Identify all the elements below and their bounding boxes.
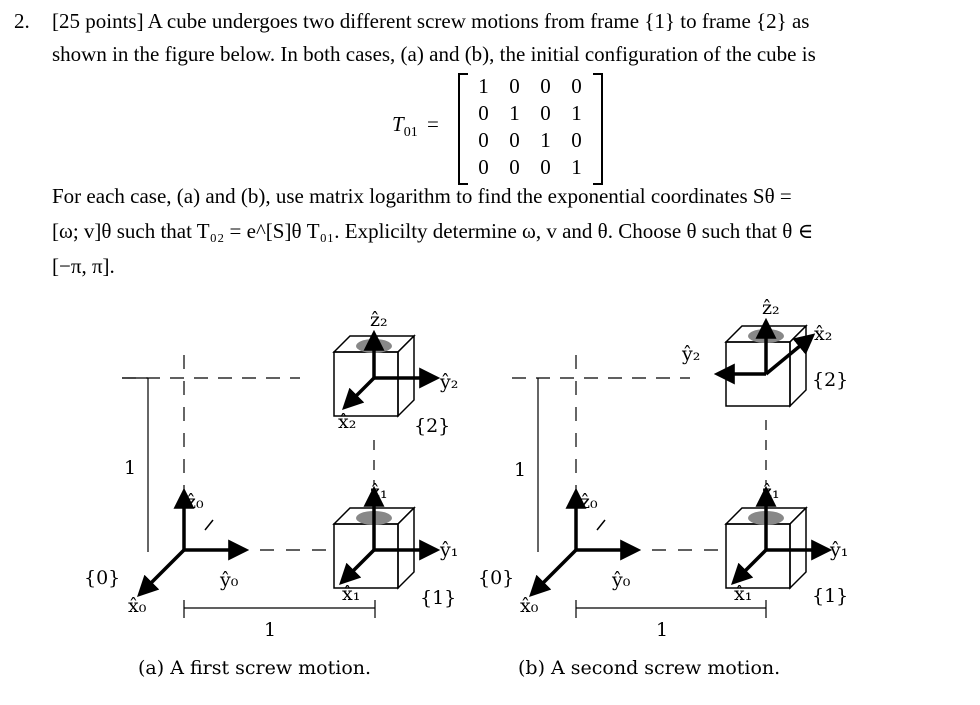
label-frame1-b: {1} [812, 585, 849, 607]
label-x2-b: x̂₂ [814, 323, 833, 345]
label-dim-horizontal-a: 1 [264, 619, 277, 641]
label-frame2-b: {2} [812, 369, 849, 391]
problem-text-line-1: [25 points] A cube undergoes two different screw motions from frame {1} to frame {2} as [52, 9, 810, 33]
matrix-label: $T_{01}$ [392, 112, 418, 141]
matrix-cell: 0 [478, 128, 489, 152]
matrix-cell: 0 [540, 74, 551, 98]
matrix-cell: 1 [571, 155, 582, 179]
label-z0-a: ẑ₀ [186, 491, 204, 513]
label-y2-b: ŷ₂ [682, 343, 701, 365]
cube-1-b [726, 490, 828, 588]
matrix-cell: 1 [509, 101, 520, 125]
problem-text-line-5: [−π, π]. [52, 254, 115, 278]
x0-axis-a [140, 550, 184, 594]
caption-b: (b) A second screw motion. [518, 657, 781, 679]
caption-a: (a) A first screw motion. [138, 657, 372, 679]
cube-2-b [718, 322, 812, 406]
label-z2-a: ẑ₂ [370, 309, 388, 331]
matrix-cell: 1 [540, 128, 551, 152]
label-z1-a: ẑ₁ [370, 481, 388, 503]
label-frame2-a: {2} [414, 415, 451, 437]
label-y0-a: ŷ₀ [220, 569, 239, 591]
matrix-cell: 1 [571, 101, 582, 125]
label-frame0-b: {0} [478, 567, 515, 589]
label-x1-b: x̂₁ [734, 583, 753, 605]
matrix-cell: 0 [509, 74, 520, 98]
label-frame1-a: {1} [420, 587, 457, 609]
matrix-cell: 1 [478, 74, 489, 98]
problem-text-line-2: shown in the figure below. In both cases, (a) and (b), the initial configuration of the cube is [52, 42, 816, 66]
label-dim-vertical-a: 1 [124, 457, 137, 479]
problem-text-line-3: For each case, (a) and (b), use matrix logarithm to find the exponential coordinates Sθ = [52, 184, 792, 208]
label-y2-a: ŷ₂ [440, 371, 459, 393]
label-x1-a: x̂₁ [342, 583, 361, 605]
label-z0-b: ẑ₀ [580, 491, 598, 513]
label-y1-a: ŷ₁ [440, 539, 459, 561]
figure-a [122, 334, 436, 618]
label-y1-b: ŷ₁ [830, 539, 849, 561]
matrix-cell: 0 [509, 155, 520, 179]
figure-b [512, 322, 828, 618]
label-x2-a: x̂₂ [338, 411, 357, 433]
matrix-cell: 0 [478, 101, 489, 125]
label-dim-vertical-b: 1 [514, 459, 527, 481]
problem-number: 2. [14, 9, 30, 33]
label-z1-b: ẑ₁ [762, 481, 780, 503]
matrix-cell: 0 [540, 155, 551, 179]
label-x0-b: x̂₀ [520, 595, 539, 617]
problem-text-line-4: [ω; v]θ such that T₀₂ = e^[S]θ T₀₁. Explicilty determine ω, v and θ. Choose θ such that θ ∈ [52, 219, 814, 243]
matrix-cell: 0 [478, 155, 489, 179]
matrix-cell: 0 [571, 74, 582, 98]
matrix-cell: 0 [540, 101, 551, 125]
cube-1-a [334, 490, 436, 588]
label-frame0-a: {0} [84, 567, 121, 589]
label-z2-b: ẑ₂ [762, 297, 780, 319]
matrix-equals: = [427, 112, 439, 136]
label-x0-a: x̂₀ [128, 595, 147, 617]
matrix-cell: 0 [509, 128, 520, 152]
label-dim-horizontal-b: 1 [656, 619, 669, 641]
matrix-cell: 0 [571, 128, 582, 152]
cube-2-a [334, 334, 436, 416]
label-y0-b: ŷ₀ [612, 569, 631, 591]
